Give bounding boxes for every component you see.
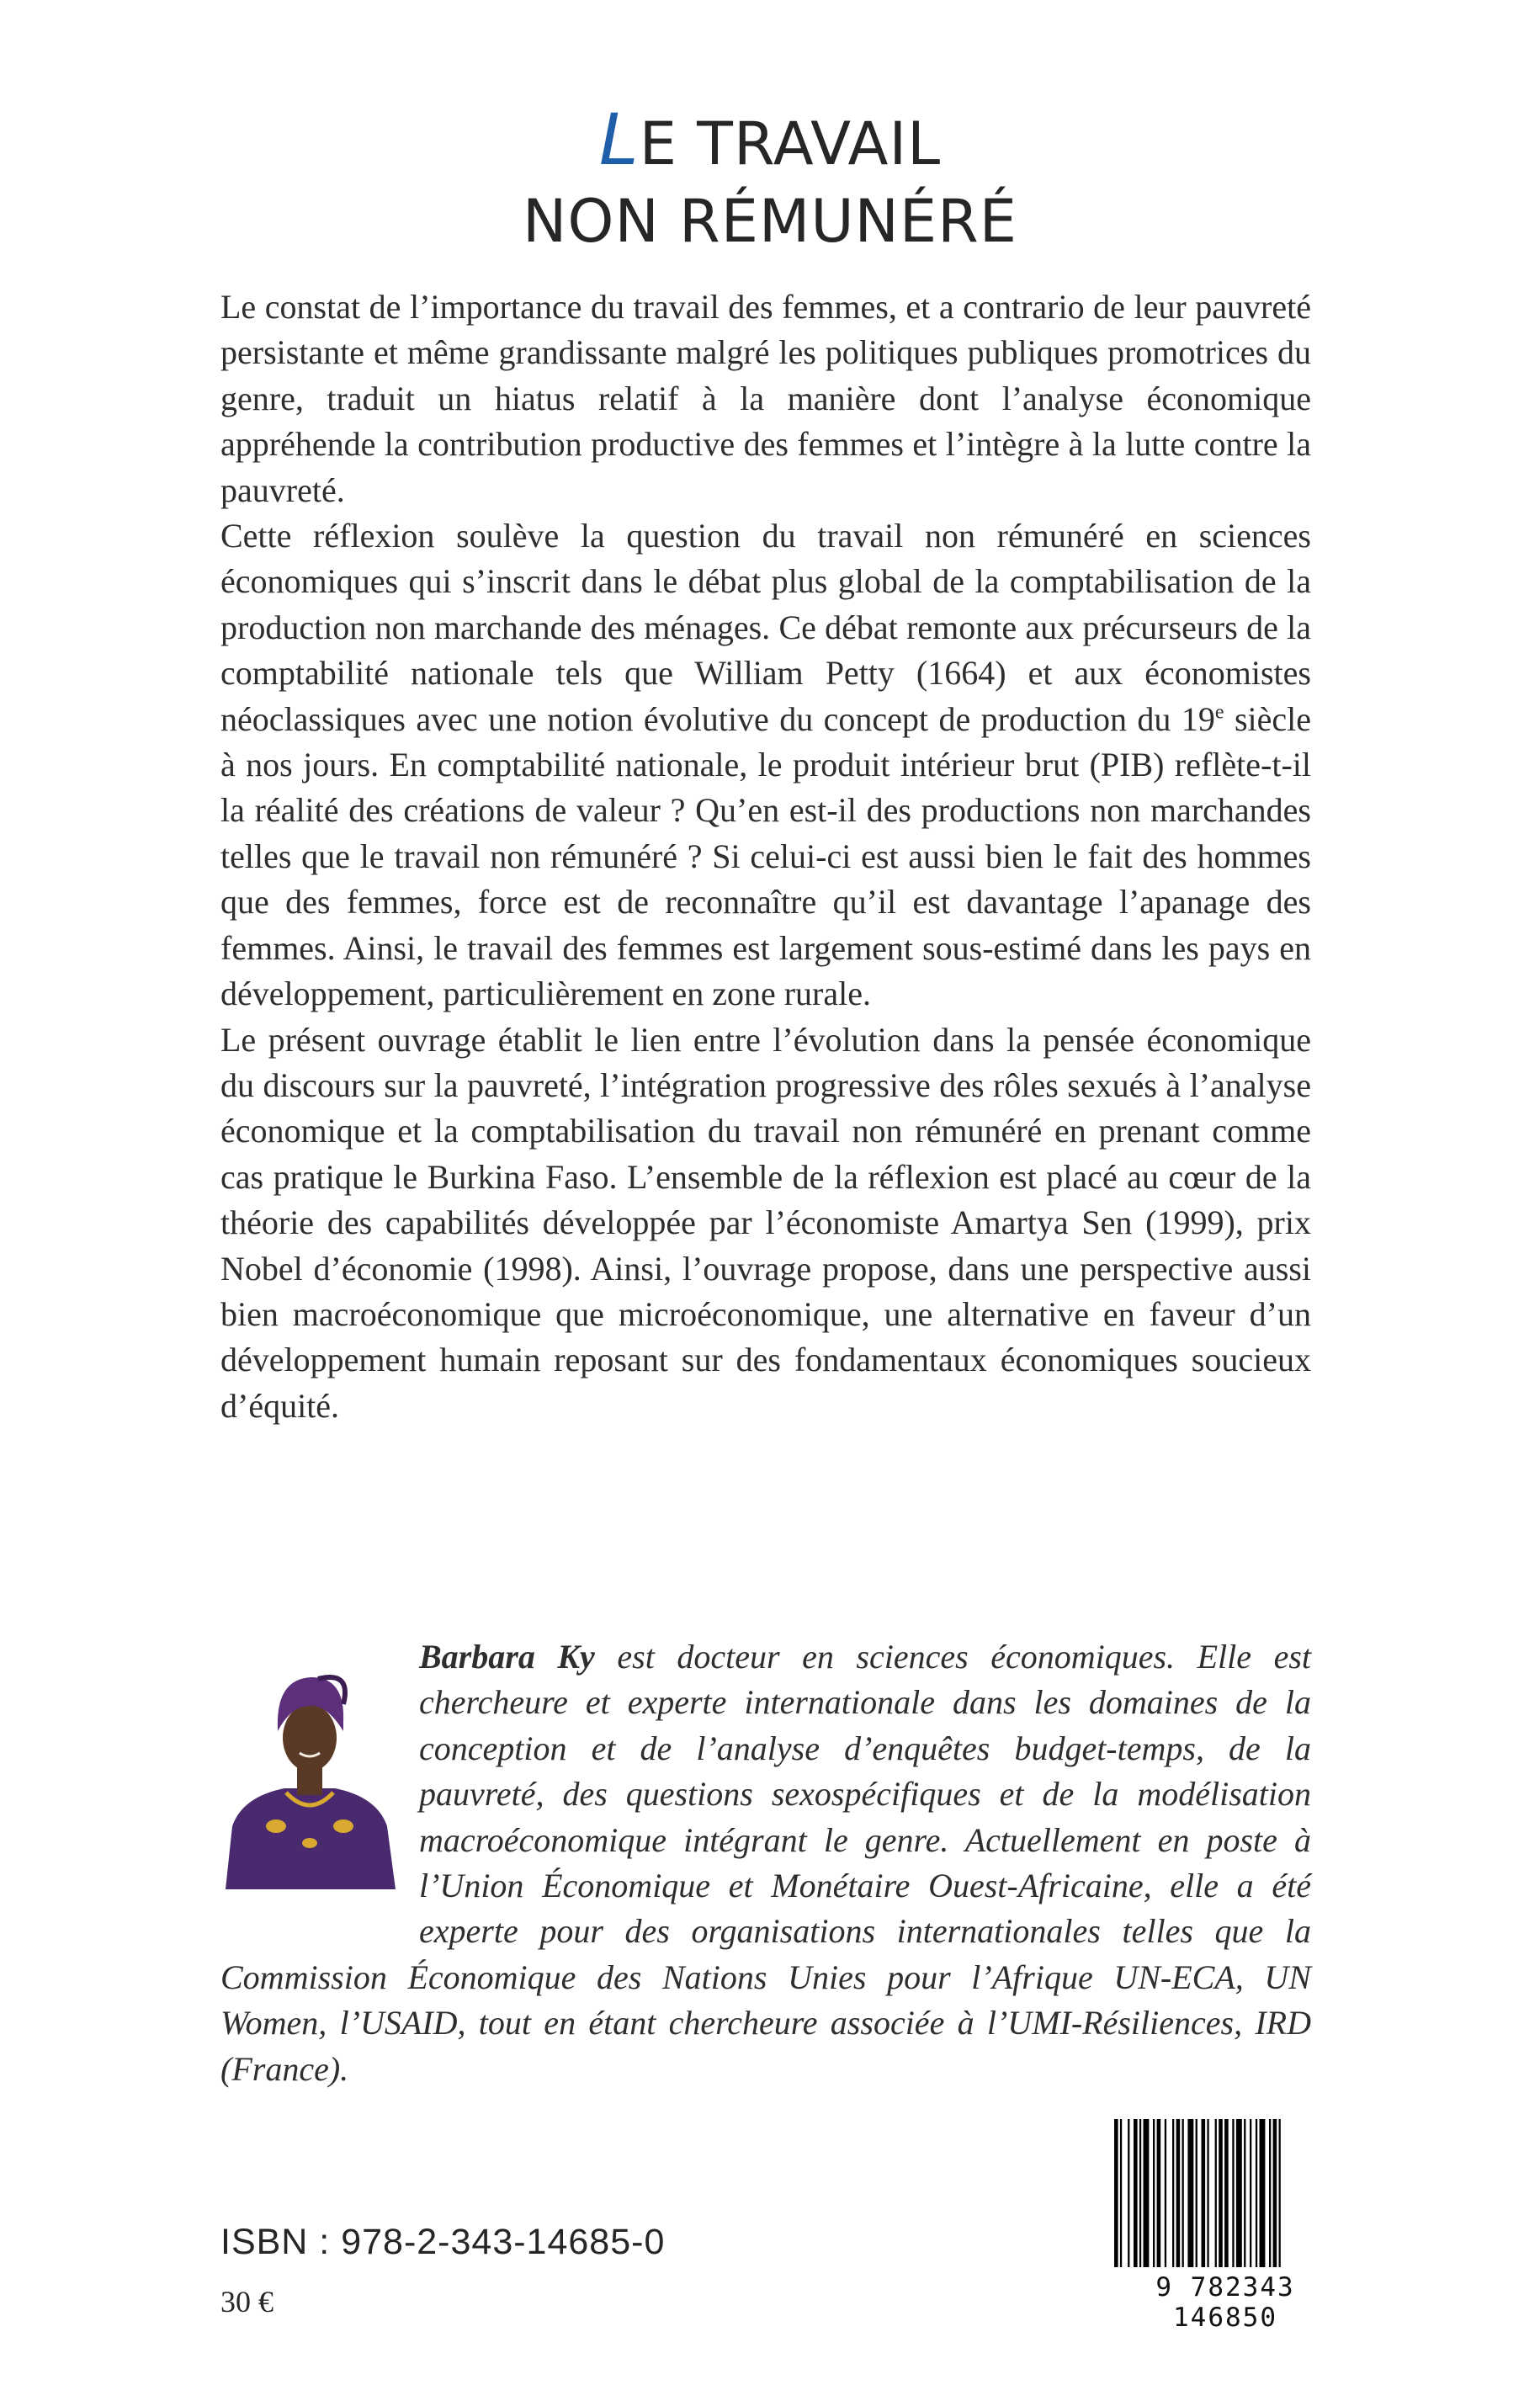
- blurb-p2-part-2: siècle à nos jours. En comptabilité nationale, le produit intérieur brut (PIB) reflète-t-il la réalité des créations de valeur ? Qu’en est-il des productions non marchandes telles que le travail non rémunéré ? Si celui-ci est aussi bien le fait des hommes que des femmes, force est de reconnaître qu’il est davantage l’apanage des femmes. Ainsi, le travail des femmes est largement sous-estimé dans les pays en développement, particulièrement en zone rurale.: [220, 699, 1311, 1013]
- barcode-bar: [1120, 2119, 1122, 2267]
- isbn: ISBN : 978-2-343-14685-0: [220, 2222, 666, 2262]
- barcode-bar: [1244, 2119, 1245, 2267]
- barcode-bar: [1128, 2119, 1129, 2267]
- barcode-bar: [1172, 2119, 1174, 2267]
- barcode-bar: [1232, 2119, 1234, 2267]
- barcode-bar: [1134, 2119, 1138, 2267]
- blurb-p2-part-1: Cette réflexion soulève la question du travail non rémunéré en sciences économiques qui s’inscrit dans le débat plus global de la comptabilisation de la production non marchande des ménages. Ce débat remonte aux précurseurs de la comptabilité nationale tels que William Petty (1664) et aux économistes néoclassiques avec une notion évolutive du concept de production du 19: [220, 517, 1311, 738]
- back-cover-blurb: [220, 284, 1311, 1429]
- barcode-bar: [1207, 2119, 1208, 2267]
- blurb-p2-superscript: e: [1214, 701, 1224, 724]
- barcode-bar: [1215, 2119, 1217, 2267]
- barcode-bar: [1269, 2119, 1271, 2267]
- barcode-bar: [1273, 2119, 1277, 2267]
- blurb-paragraph-1: Le constat de l’importance du travail des femmes, et a contrario de leur pauvreté persistante et même grandissante malgré les politiques publiques promotrices du genre, traduit un hiatus relatif à la manière dont l’analyse économique appréhende la contribution productive des femmes et l’intègre à la lutte contre la pauvreté.: [220, 288, 1311, 509]
- barcode-bar: [1279, 2119, 1281, 2267]
- title-line-2: NON RÉMUNÉRÉ: [522, 187, 1018, 256]
- author-name: Barbara Ky: [419, 1638, 595, 1676]
- barcode-bar: [1144, 2119, 1150, 2267]
- book-title: [0, 98, 1540, 260]
- title-line-1-text: E TRAVAIL: [639, 109, 942, 178]
- barcode-bar: [1260, 2119, 1266, 2267]
- blurb-paragraph-2: [220, 513, 1311, 1017]
- barcode-bar: [1165, 2119, 1166, 2267]
- barcode-bar: [1219, 2119, 1223, 2267]
- price: 30 €: [220, 2285, 273, 2319]
- barcode-bar: [1236, 2119, 1242, 2267]
- barcode-digits: 9 782343 146850: [1155, 2272, 1295, 2333]
- title-line-1: [0, 98, 1540, 183]
- title-initial: L: [598, 98, 640, 181]
- barcode-bar: [1182, 2119, 1184, 2267]
- barcode-bar: [1187, 2119, 1193, 2267]
- barcode-bar: [1224, 2119, 1229, 2267]
- barcode-bar: [1176, 2119, 1181, 2267]
- barcode-bar: [1250, 2119, 1251, 2267]
- barcode-bar: [1157, 2119, 1161, 2267]
- barcode-bar: [1202, 2119, 1206, 2267]
- author-photo: [217, 1654, 402, 1889]
- blurb-paragraph-3: Le présent ouvrage établit le lien entre l’évolution dans la pensée économique du discours sur la pauvreté, l’intégration progressive des rôles sexués à l’analyse économique et la comptabilisation du travail non rémunéré en prenant comme cas pratique le Burkina Faso. L’ensemble de la réflexion est placé au cœur de la théorie des capabilités développée par l’économiste Amartya Sen (1999), prix Nobel d’économie (1998). Ainsi, l’ouvrage propose, dans une perspective aussi bien macroéconomique que microéconomique, une alternative en faveur d’un développement humain reposant sur des fondamentaux économiques soucieux d’équité.: [220, 1020, 1311, 1425]
- barcode-bar: [1196, 2119, 1197, 2267]
- barcode-bar: [1114, 2119, 1118, 2267]
- barcode-bar: [1153, 2119, 1155, 2267]
- barcode-bar: [1139, 2119, 1141, 2267]
- barcode-bar: [1256, 2119, 1257, 2267]
- author-bio-text: est docteur en sciences économiques. Elle est chercheure et experte internationale dans les domaines de la conception et de l’analyse d’enquêtes budget-temps, de la pauvreté, des questions sexospécifiques et de la modélisation macroéconomique intégrant le genre. Actuellement en poste à l’Union Économique et Monétaire Ouest-Africaine, elle a été experte pour des organisations internationales telles que la Commission Économique des Nations Unies pour l’Afrique UN-ECA, UN Women, l’USAID, tout en étant chercheure associée à l’UMI-Résiliences, IRD (France).: [220, 1638, 1312, 2088]
